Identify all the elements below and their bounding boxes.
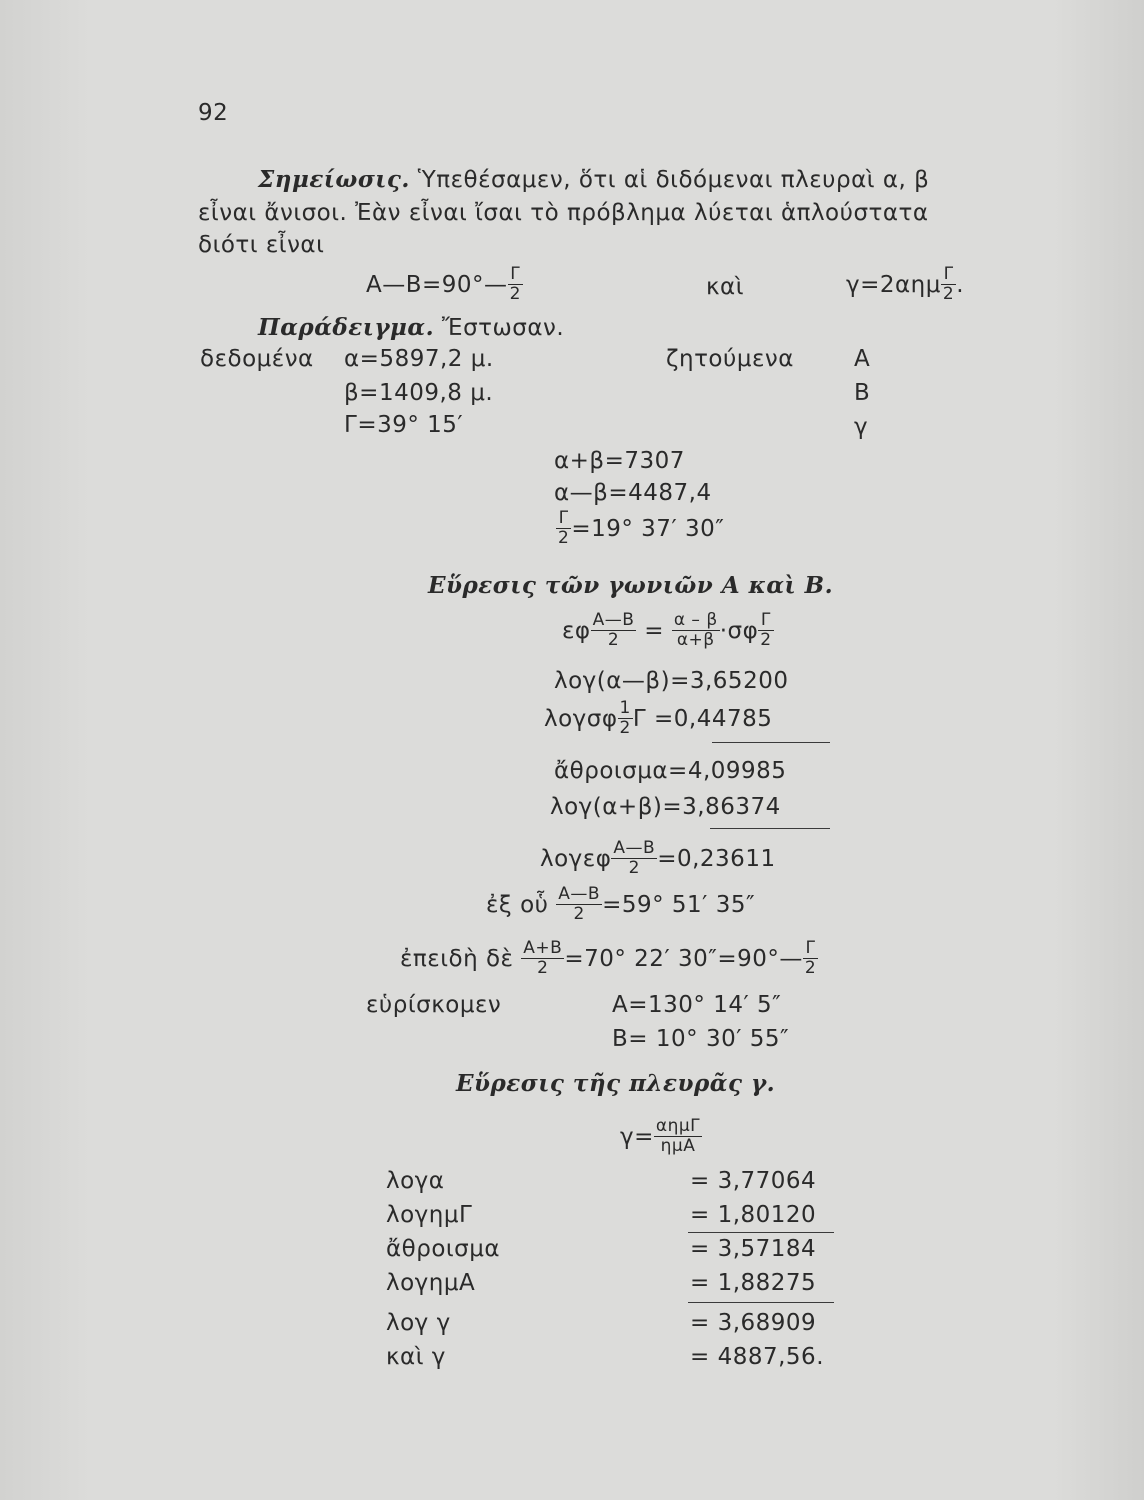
formula-left: Α—Β=90°— xyxy=(366,272,508,298)
log-sum: λογ(α+β)=3,86374 xyxy=(550,794,781,820)
sum-rule xyxy=(712,742,830,743)
example-heading-line xyxy=(258,316,564,340)
sought-gamma: γ xyxy=(854,414,869,440)
sought-label: ζητούμενα xyxy=(666,346,794,372)
result-A: Α=130° 14′ 5″ xyxy=(612,992,782,1018)
given-label: δεδομένα xyxy=(200,346,314,372)
log-row-value: = 3,77064 xyxy=(690,1168,817,1194)
sum-alpha-beta: α+β=7307 xyxy=(554,448,685,474)
formula-angle-difference xyxy=(366,266,523,305)
log-row-label: λογημΑ xyxy=(386,1270,476,1296)
result-B: Β= 10° 30′ 55″ xyxy=(612,1026,790,1052)
row-rule xyxy=(688,1302,834,1303)
note-heading: Σημείωσις. xyxy=(258,166,410,193)
log-row-value: = 1,80120 xyxy=(690,1202,817,1228)
log-cot-half-gamma: λογσφ $\frac{1}{2}$ Γ =0,44785 xyxy=(544,698,773,738)
log-row-value: = 1,88275 xyxy=(690,1270,817,1296)
log-row-label: ἄθροισμα xyxy=(386,1236,501,1262)
given-alpha: α=5897,2 μ. xyxy=(344,346,494,372)
note-text-3: διότι εἶναι xyxy=(198,232,325,258)
formula-side-gamma: γ=2αημ $\frac{\Gamma}{2}$ . xyxy=(846,264,965,304)
conjunction-and: καὶ xyxy=(706,274,744,300)
diff-rule xyxy=(710,828,830,829)
page-number: 92 xyxy=(198,100,229,126)
diff-alpha-beta: α—β=4487,4 xyxy=(554,480,712,506)
sum-logs: ἄθροισμα=4,09985 xyxy=(554,758,787,784)
row-rule xyxy=(688,1232,834,1233)
note-text-1: Ὑπεθέσαμεν, ὅτι αἱ διδόμεναι πλευραὶ α, β xyxy=(417,167,930,193)
note-paragraph-line-1 xyxy=(258,168,929,192)
fraction: $\frac{\Gamma}{2}$ xyxy=(509,264,521,304)
log-row-value: = 4887,56. xyxy=(690,1344,825,1370)
sought-A: Α xyxy=(854,346,871,372)
section-heading-angles: Εὕρεσις τῶν γωνιῶν Α καὶ Β. xyxy=(428,572,834,599)
half-sum-angle: ἐπειδὴ δὲ $\frac{A+B}{2}$ =70° 22′ 30″=90°— $\frac{\Gamma}{2}$ xyxy=(400,938,817,978)
log-row-label: λογημΓ xyxy=(386,1202,473,1228)
log-diff: λογ(α—β)=3,65200 xyxy=(554,668,789,694)
half-diff-angle: ἐξ οὗ $\frac{A—B}{2}$ =59° 51′ 35″ xyxy=(486,884,756,924)
fraction: $\frac{\Gamma}{2}$ xyxy=(942,264,955,304)
half-gamma: $\frac{\Gamma}{2}$ =19° 37′ 30″ xyxy=(558,508,725,548)
sought-B: Β xyxy=(854,380,871,406)
find-label: εὑρίσκομεν xyxy=(366,992,502,1018)
gamma-formula: γ= $\frac{\text{αημΓ}}{\text{ημΑ}}$ xyxy=(620,1116,701,1156)
log-row-value: = 3,57184 xyxy=(690,1236,817,1262)
section-heading-side: Εὕρεσις τῆς πλευρᾶς γ. xyxy=(456,1070,776,1097)
log-row-label: λογα xyxy=(386,1168,445,1194)
example-intro: Ἔστωσαν. xyxy=(441,315,565,341)
given-beta: β=1409,8 μ. xyxy=(344,380,494,406)
example-heading: Παράδειγμα. xyxy=(258,314,435,341)
tangent-formula: εφ $\frac{A—B}{2}$ = $\frac{\alpha - \beta}{\alpha+\beta}$ ·σφ $\frac{\Gamma}{2}$ xyxy=(562,610,772,650)
log-row-value: = 3,68909 xyxy=(690,1310,817,1336)
note-text-2: εἶναι ἄνισοι. Ἐὰν εἶναι ἴσαι τὸ πρόβλημα λύεται ἁπλούστατα xyxy=(198,200,929,226)
log-row-label: καὶ γ xyxy=(386,1344,446,1370)
given-gamma-angle: Γ=39° 15′ xyxy=(344,412,464,438)
log-row-label: λογ γ xyxy=(386,1310,451,1336)
log-tan: λογεφ $\frac{A—B}{2}$ =0,23611 xyxy=(540,838,776,878)
